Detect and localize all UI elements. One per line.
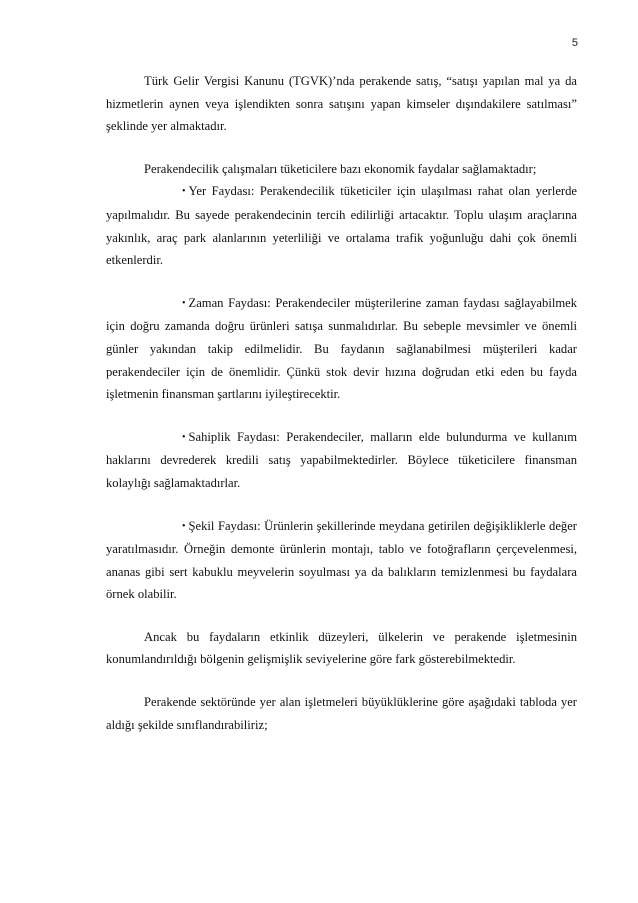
paragraph-text: Türk Gelir Vergisi Kanunu (TGVK)’nda perakende satış, “satışı yapılan mal ya da hizmetlerin aynen veya işlendikten sonra satışını yapan kimseler dışındakilere satılması” şeklinde yer almaktadır. <box>106 74 577 134</box>
paragraph-text: Sahiplik Faydası: Perakendeciler, malların elde bulundurma ve kullanım haklarını devrederek kredili satış yapabilmektedirler. Böylece tüketicilere finansman kolaylığı sağlamaktadırlar. <box>106 429 577 490</box>
paragraph-text: Perakende sektöründe yer alan işletmeleri büyüklüklerine göre aşağıdaki tabloda yer aldığı şekilde sınıflandırabiliriz; <box>106 695 577 732</box>
paragraph-economic-benefits-intro <box>106 158 577 181</box>
paragraph-classification-intro <box>106 691 577 736</box>
paragraph-tgvk-definition <box>106 70 577 138</box>
paragraph-text: Perakendecilik çalışmaları tüketicilere bazı ekonomik faydalar sağlamaktadır; <box>144 161 537 176</box>
paragraph-text: Şekil Faydası: Ürünlerin şekillerinde meydana getirilen değişikliklerle değer yaratılmasıdır. Örneğin demonte ürünlerin montajı, tablo ve fotoğrafların çerçevelenmesi, ananas gibi sert kabuklu meyvelerin soyulması ya da balıkların temizlenmesi bu faydalara örnek olabilir. <box>106 518 577 602</box>
bullet-icon: • <box>182 186 186 198</box>
bullet-time-utility <box>106 292 577 406</box>
bullet-place-utility <box>106 180 577 271</box>
paragraph-text: Yer Faydası: Perakendecilik tüketiciler için ulaşılması rahat olan yerlerde yapılmalıdır. Bu sayede perakendecinin tercih edilirliği artacaktır. Toplu ulaşım araçlarına yakınlık, araç park alanlarının yeterliliği ve ortalama trafik yoğunluğu dahi çok önemli etkenlerdir. <box>106 184 577 268</box>
document-body <box>106 70 577 736</box>
bullet-icon: • <box>182 431 186 443</box>
paragraph-text: Zaman Faydası: Perakendeciler müşterilerine zaman faydası sağlayabilmek için doğru zamanda doğru ürünleri satışa sunmalıdırlar. Bu sebeple mevsimler ve önemli günler yakından takip edilmelidir. Bu faydanın sağlanabilmesi müşterileri kadar perakendeciler için de önemlidir. Çünkü stok devir hızına doğrudan etki eden bu fayda işletmenin finansman şartlarını iyileştirecektir. <box>106 295 577 402</box>
page-number: 5 <box>571 37 578 49</box>
paragraph-efficiency-levels <box>106 626 577 671</box>
bullet-ownership-utility <box>106 426 577 495</box>
bullet-form-utility <box>106 515 577 606</box>
paragraph-text: Ancak bu faydaların etkinlik düzeyleri, ülkelerin ve perakende işletmesinin konumlandırıldığı bölgenin gelişmişlik seviyelerine göre fark gösterebilmektedir. <box>106 629 577 667</box>
bullet-icon: • <box>182 297 186 309</box>
bullet-icon: • <box>182 520 186 532</box>
